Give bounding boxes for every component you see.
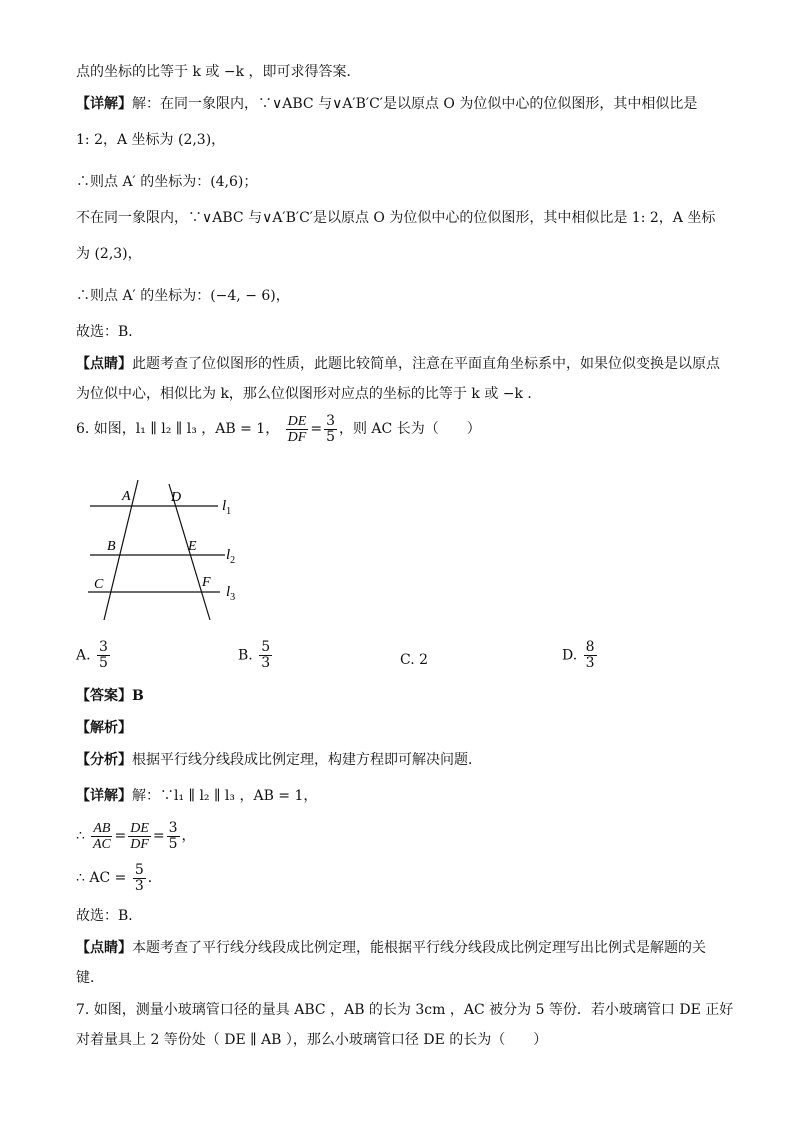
label-l2: $l_2$: [226, 547, 236, 566]
q6-frac-num: DE: [287, 413, 307, 429]
label-l3: $l_3$: [226, 584, 236, 603]
analysis-heading: 【解析】: [76, 720, 132, 736]
text-line-3: 1: 2，A 坐标为 (2,3)，: [76, 132, 226, 148]
ac-result: ∴ AC = $\frac{5}{3}$ ．: [76, 861, 162, 894]
q6-fraction-de-df: [286, 414, 309, 445]
answer-line: 【答案】B: [76, 688, 144, 704]
detail-line: 【详解】解：∵l₁ ∥ l₂ ∥ l₃ ，AB = 1，: [76, 788, 318, 804]
section-tag-fenxi: 【分析】: [76, 752, 132, 768]
section-tag-dianjing: 【点睛】: [76, 356, 132, 372]
q6-fraction-value: [324, 414, 337, 445]
text-line-10: 为位似中心，相似比为 k，那么位似图形对应点的坐标的比等于 k 或 −k ．: [76, 386, 542, 402]
q6-suffix: ，则 AC 长为（ ）: [338, 421, 481, 437]
option-a-fraction: $\frac{3}{5}$: [99, 639, 108, 671]
label-l1: $l_1$: [222, 498, 232, 517]
text-line-7: ∴则点 A′ 的坐标为：(−4, − 6)，: [76, 288, 290, 304]
text-line-9: [76, 354, 720, 374]
question-6: [76, 412, 481, 446]
text-line-1: 点的坐标的比等于 k 或 −k ，即可求得答案．: [76, 64, 361, 80]
frac-ab-ac: $\frac{AB}{AC}$: [92, 820, 111, 852]
label-F: F: [202, 575, 211, 590]
section-tag-dianjing-2: 【点睛】: [76, 940, 132, 956]
choose-line: 故选：B．: [76, 908, 143, 924]
parallel-lines-figure: [80, 470, 250, 620]
option-c: C. 2: [400, 652, 429, 668]
text-line-2: [76, 94, 697, 114]
option-b-fraction: $\frac{5}{3}$: [261, 639, 271, 671]
option-a: A. $\frac{3}{5}$: [76, 639, 108, 671]
option-d: D. $\frac{8}{3}$: [562, 639, 595, 671]
label-E: E: [188, 539, 197, 554]
q6-val-num: 3: [326, 412, 335, 429]
section-tag-detail-2: 【详解】: [76, 788, 132, 804]
label-A: A: [122, 489, 131, 504]
dianjing-line-2: 键．: [76, 970, 104, 986]
section-tag-detail: 【详解】: [76, 96, 132, 112]
text-line-6: 为 (2,3)，: [76, 246, 142, 262]
fenxi-line: 【分析】根据平行线分线段成比例定理，构建方程即可解决问题．: [76, 752, 482, 768]
frac-5-3: $\frac{5}{3}$: [134, 861, 144, 894]
line-9-content: 此题考查了位似图形的性质，此题比较简单，注意在平面直角坐标系中，如果位似变换是以原点: [132, 356, 720, 372]
q6-frac-den: DF: [287, 429, 307, 445]
text-line-5: 不在同一象限内，∵∨ABC 与∨A′B′C′是以原点 O 为位似中心的位似图形，其中相似比是 1: 2，A 坐标: [76, 210, 716, 226]
option-b: B. $\frac{5}{3}$: [238, 639, 271, 671]
proportion-equation: ∴ $\frac{AB}{AC}$ = $\frac{DE}{DF}$ = $\frac{3}{5}$ ，: [76, 819, 196, 852]
question-7-line-1: 7. 如图，测量小玻璃管口径的量具 ABC ，AB 的长为 3cm ，AC 被分为 5 等份．若小玻璃管口 DE 正好: [76, 1002, 734, 1018]
q6-equals: =: [310, 421, 323, 437]
frac-3-5: $\frac{3}{5}$: [168, 819, 178, 852]
option-d-fraction: $\frac{8}{3}$: [585, 639, 595, 671]
line-2-content: 解：在同一象限内，∵∨ABC 与∨A′B′C′是以原点 O 为位似中心的位似图形，其中相似比是: [132, 96, 698, 112]
dianjing-line-1: 【点睛】本题考查了平行线分线段成比例定理，能根据平行线分线段成比例定理写出比例式是解题的关: [76, 940, 706, 956]
label-C: C: [94, 577, 104, 592]
q6-val-den: 5: [326, 428, 335, 445]
frac-de-df: $\frac{DE}{DF}$: [130, 820, 149, 852]
question-7-line-2: 对着量具上 2 等份处（ DE ∥ AB ），那么小玻璃管口径 DE 的长为（ ）: [76, 1032, 548, 1048]
q6-prefix: 6. 如图，l₁ ∥ l₂ ∥ l₃ ，AB = 1，: [76, 421, 280, 437]
label-D: D: [171, 490, 182, 505]
text-line-8: 故选：B．: [76, 324, 143, 340]
label-B: B: [107, 539, 116, 554]
text-line-4: ∴则点 A′ 的坐标为：(4,6)；: [76, 174, 258, 190]
